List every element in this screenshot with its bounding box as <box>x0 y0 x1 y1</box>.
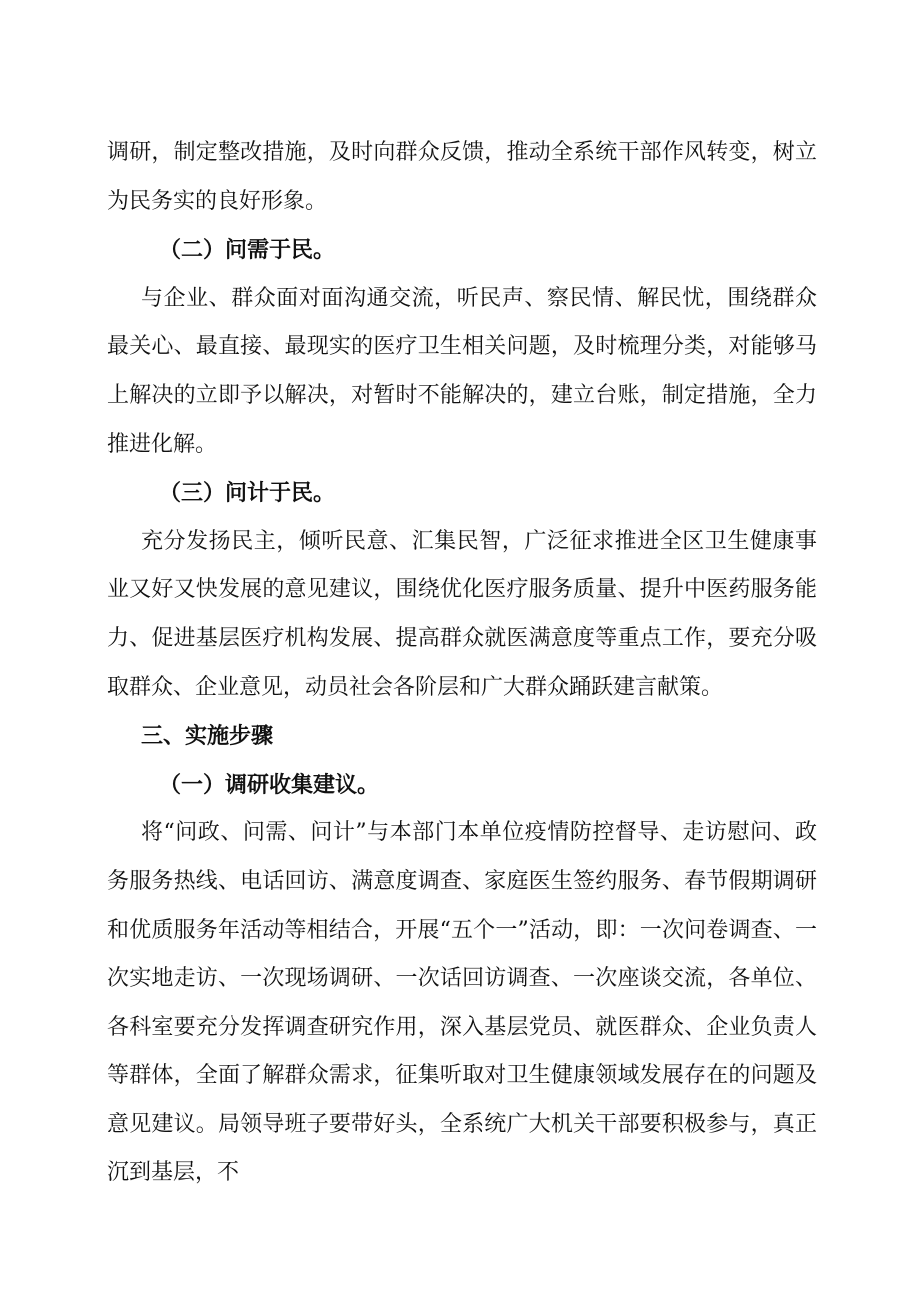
paragraph-continuation: 调研，制定整改措施，及时向群众反馈，推动全系统干部作风转变，树立为民务实的良好形象。 <box>107 140 817 214</box>
subheading-wen-ji: （三）问计于民。 <box>159 480 336 507</box>
section-heading-implementation-steps: 三、实施步骤 <box>141 723 274 750</box>
subheading-wen-xu: （二）问需于民。 <box>159 237 336 264</box>
paragraph-wen-xu: 与企业、群众面对面沟通交流，听民声、察民情、解民忧，围绕群众最关心、最直接、最现实的医疗卫生相关问题，及时梳理分类，对能够马上解决的立即予以解决，对暂时不能解决的，建立台账，制定措施，全力推进化解。 <box>107 285 817 457</box>
paragraph-research-suggestions: 将“问政、问需、问计”与本部门本单位疫情防控督导、走访慰问、政务服务热线、电话回访、满意度调查、家庭医生签约服务、春节假期调研和优质服务年活动等相结合，开展“五个一”活动，即：一次问卷调查、一次实地走访、一次现场调研、一次话回访调查、一次座谈交流，各单位、各科室要充分发挥调查研究作用，深入基层党员、就医群众、企业负责人等群体，全面了解群众需求，征集听取对卫生健康领域发展存在的问题及意见建议。局领导班子要带好头，全系统广大机关干部要积极参与，真正沉到基层，不 <box>107 820 817 1186</box>
paragraph-wen-ji: 充分发扬民主，倾听民意、汇集民智，广泛征求推进全区卫生健康事业又好又快发展的意见建议，围绕优化医疗服务质量、提升中医药服务能力、促进基层医疗机构发展、提高群众就医满意度等重点工作，要充分吸取群众、企业意见，动员社会各阶层和广大群众踊跃建言献策。 <box>107 528 817 700</box>
subheading-research-suggestions: （一）调研收集建议。 <box>159 771 380 798</box>
document-body <box>107 129 817 1198</box>
